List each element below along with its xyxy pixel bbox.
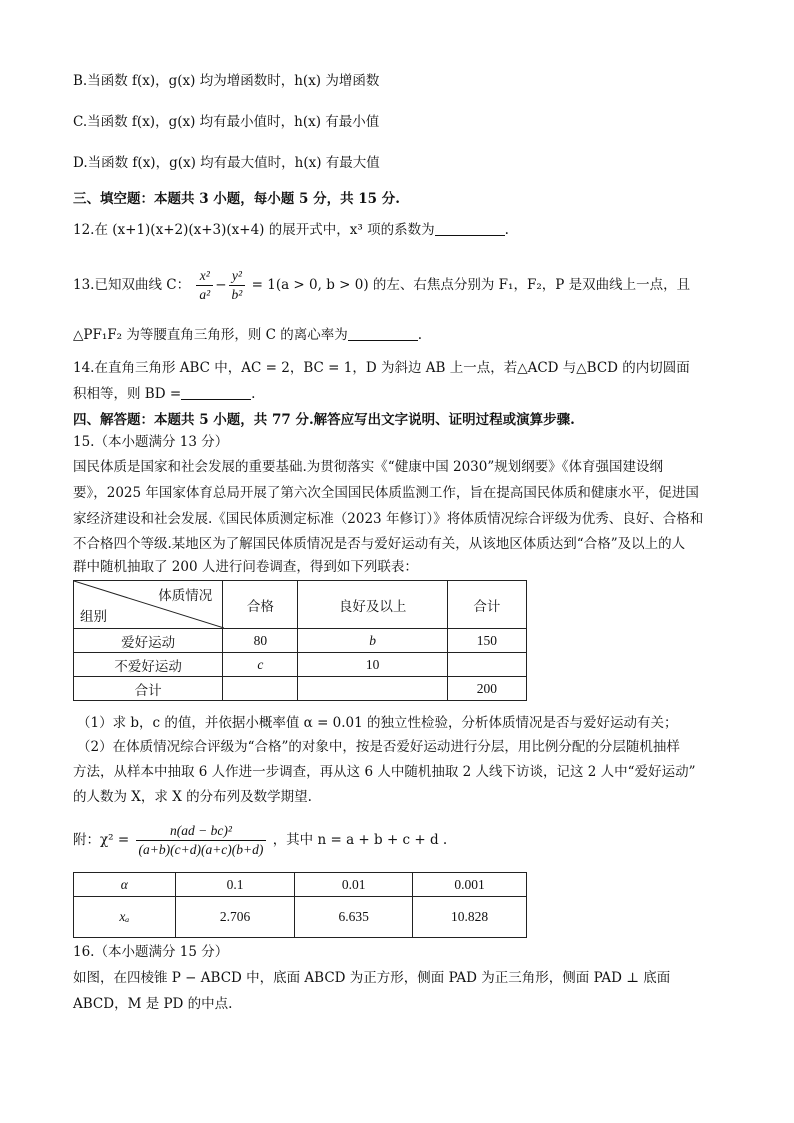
q15-subquestion-2b: 方法，从样本中抽取 6 人作进一步调查，再从这 6 人中随机抽取 2 人线下访谈，记这 2 人中“爱好运动” bbox=[73, 764, 696, 780]
table-cell: 80 bbox=[223, 629, 298, 653]
section4-heading: 四、解答题：本题共 5 小题，共 77 分.解答应写出文字说明、证明过程或演算步骤. bbox=[73, 412, 575, 428]
q13-end: . bbox=[417, 327, 423, 343]
table-cell: 0.1 bbox=[175, 873, 295, 897]
table-cell: 2.706 bbox=[175, 897, 295, 938]
q12-text-a: 12.在 (x+1)(x+2)(x+3)(x+4) 的展开式中， bbox=[73, 222, 350, 238]
q15-paragraph-1: 国民体质是国家和社会发展的重要基础.为贯彻落实《“健康中国 2030”规划纲要》《体育强国建设纲 bbox=[73, 459, 663, 475]
q15-title: 15.（本小题满分 13 分） bbox=[73, 434, 229, 450]
question-13-line1 bbox=[73, 265, 690, 305]
contingency-table bbox=[73, 580, 527, 701]
corner-bottom-label: 组别 bbox=[80, 609, 107, 624]
table-row bbox=[74, 653, 527, 677]
table-cell bbox=[223, 677, 298, 701]
formula-numerator: n(ad − bc)² bbox=[136, 822, 267, 841]
table-row bbox=[74, 629, 527, 653]
q13-text-a: 13.已知双曲线 C： bbox=[73, 277, 191, 293]
q15-subquestion-1: （1）求 b，c 的值，并依据小概率值 α = 0.01 的独立性检验，分析体质情况是否与爱好运动有关； bbox=[77, 715, 678, 731]
q13-frac-num-y: y² bbox=[229, 267, 246, 286]
table-header-cell: 合格 bbox=[223, 581, 298, 629]
formula-fraction bbox=[136, 822, 267, 859]
q12-text-b: x³ 项的系数为 bbox=[349, 222, 435, 238]
formula-suffix: ，其中 n = a + b + c + d . bbox=[272, 832, 448, 848]
corner-top-label: 体质情况 bbox=[158, 588, 213, 603]
q14-answer-blank[interactable] bbox=[181, 385, 251, 400]
table-cell: 不爱好运动 bbox=[74, 653, 223, 677]
table-row bbox=[74, 873, 527, 897]
q15-paragraph-4: 不合格四个等级.某地区为了解国民体质情况是否与爱好运动有关，从该地区体质达到“合格”及以上的人 bbox=[73, 536, 686, 552]
formula-denominator: (a+b)(c+d)(a+c)(b+d) bbox=[138, 842, 264, 857]
table-cell: 150 bbox=[447, 629, 526, 653]
q13-minus: − bbox=[215, 277, 227, 293]
q15-subquestion-2c: 的人数为 X，求 X 的分布列及数学期望. bbox=[73, 789, 312, 805]
table-header-cell: 合计 bbox=[447, 581, 526, 629]
question-13-line2 bbox=[73, 325, 422, 345]
q12-end: . bbox=[504, 222, 509, 238]
q13-text-c: △PF₁F₂ 为等腰直角三角形，则 C 的离心率为 bbox=[73, 327, 348, 343]
table-cell: 10.828 bbox=[413, 897, 527, 938]
q15-paragraph-2: 要》，2025 年国家体育总局开展了第六次全国国民体质监测工作，旨在提高国民体质和健康水平，促进国 bbox=[73, 485, 699, 501]
table-cell: α bbox=[74, 873, 176, 897]
table-cell: 0.001 bbox=[413, 873, 527, 897]
table-header-cell: 良好及以上 bbox=[298, 581, 447, 629]
question-14-line1: 14.在直角三角形 ABC 中，AC = 2，BC = 1，D 为斜边 AB 上一点，若△ACD 与△BCD 的内切圆面 bbox=[73, 360, 690, 376]
q14-text-b: 积相等，则 BD = bbox=[73, 386, 182, 402]
table-cell: xₐ bbox=[74, 897, 176, 938]
q13-fraction-x bbox=[196, 267, 213, 304]
q13-answer-blank[interactable] bbox=[348, 326, 418, 341]
table-cell: 合计 bbox=[74, 677, 223, 701]
table-cell bbox=[298, 677, 447, 701]
table-cell bbox=[447, 653, 526, 677]
option-b: B.当函数 f(x)，g(x) 均为增函数时，h(x) 为增函数 bbox=[73, 73, 380, 89]
q13-fraction-y bbox=[229, 267, 246, 304]
q12-answer-blank[interactable] bbox=[435, 221, 505, 236]
table-cell: 6.635 bbox=[295, 897, 413, 938]
q16-title: 16.（本小题满分 15 分） bbox=[73, 944, 229, 960]
question-12 bbox=[73, 220, 509, 240]
q16-paragraph-1: 如图，在四棱锥 P − ABCD 中，底面 ABCD 为正方形，侧面 PAD 为正三角形，侧面 PAD ⊥ 底面 bbox=[73, 970, 671, 986]
q13-text-b: = 1(a > 0, b > 0) 的左、右焦点分别为 F₁，F₂，P 是双曲线上一点，且 bbox=[251, 277, 691, 293]
q14-end: . bbox=[251, 386, 256, 402]
option-c: C.当函数 f(x)，g(x) 均有最小值时，h(x) 有最小值 bbox=[73, 114, 380, 130]
table-cell: 200 bbox=[447, 677, 526, 701]
table-cell: 0.01 bbox=[295, 873, 413, 897]
table-cell: 10 bbox=[298, 653, 447, 677]
option-d: D.当函数 f(x)，g(x) 均有最大值时，h(x) 有最大值 bbox=[73, 155, 380, 171]
table-cell: 爱好运动 bbox=[74, 629, 223, 653]
q15-paragraph-5: 群中随机抽取了 200 人进行问卷调查，得到如下列联表： bbox=[73, 559, 418, 575]
table-row bbox=[74, 677, 527, 701]
q13-frac-num-x: x² bbox=[196, 267, 213, 286]
question-14-line2 bbox=[73, 384, 255, 404]
q15-paragraph-3: 家经济建设和社会发展.《国民体质测定标准（2023 年修订）》将体质情况综合评级为优秀、良好、合格和 bbox=[73, 511, 704, 527]
table-cell: b bbox=[298, 629, 447, 653]
q13-frac-den-b: b² bbox=[231, 287, 243, 302]
q15-subquestion-2a: （2）在体质情况综合评级为“合格”的对象中，按是否爱好运动进行分层，用比例分配的分层随机抽样 bbox=[77, 739, 680, 755]
q13-frac-den-a: a² bbox=[199, 287, 211, 302]
table-corner-cell bbox=[74, 581, 223, 629]
formula-prefix: 附：χ² = bbox=[73, 832, 130, 848]
table-cell: c bbox=[223, 653, 298, 677]
table-row bbox=[74, 897, 527, 938]
chi-square-formula bbox=[73, 818, 447, 862]
q16-paragraph-2: ABCD，M 是 PD 的中点. bbox=[73, 996, 233, 1012]
critical-value-table bbox=[73, 872, 527, 938]
table-header-row bbox=[74, 581, 527, 629]
section3-heading: 三、填空题：本题共 3 小题，每小题 5 分，共 15 分. bbox=[73, 191, 400, 207]
